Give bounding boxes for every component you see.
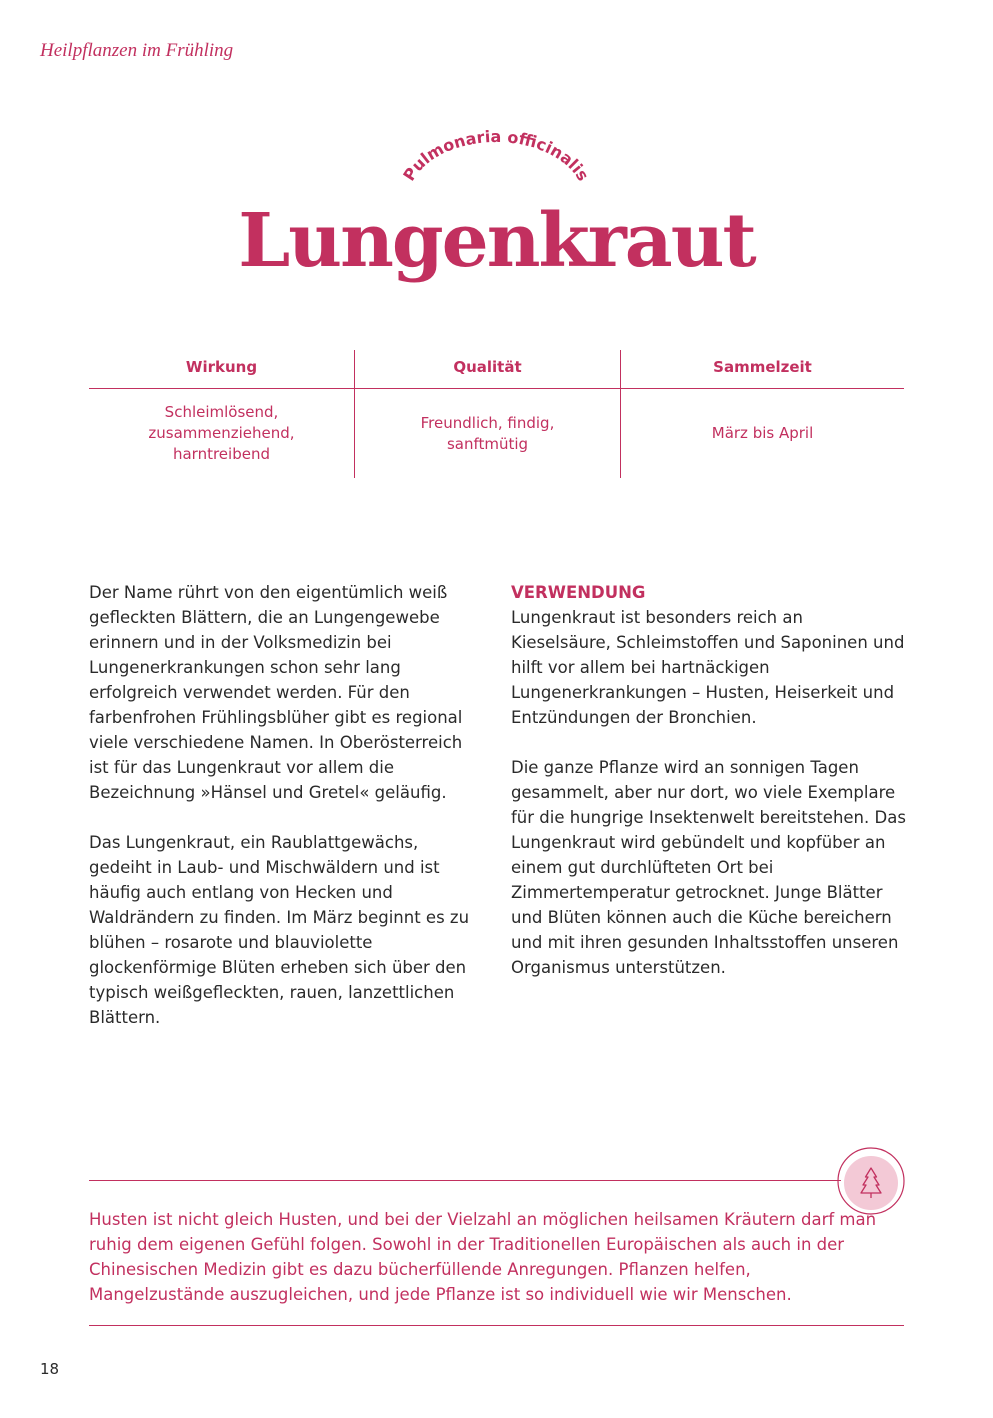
body-paragraph: Die ganze Pflanze wird an sonnigen Tagen gesammelt, aber nur dort, wo viele Exemplare für die hungrige Insektenwelt bereitstehen. Das Lungenkraut wird gebündelt und kopfüber an einem gut durchlüfteten Ort bei Zimmertemperatur getrocknet. Junge Blätter und Blüten können auch die Küche bereichern und mit ihren gesunden Inhaltsstoffen unseren Organismus unterstützen. bbox=[511, 758, 906, 977]
running-title: Heilpflanzen im Frühling bbox=[40, 40, 234, 61]
table-column-sammelzeit bbox=[621, 350, 904, 478]
tip-rule-bottom bbox=[89, 1325, 904, 1326]
table-header: Qualität bbox=[453, 358, 522, 376]
section-heading: VERWENDUNG bbox=[511, 583, 646, 602]
tree-icon bbox=[837, 1147, 905, 1215]
profile-table bbox=[89, 350, 904, 478]
left-text-column bbox=[89, 580, 484, 1030]
table-column-qualitaet bbox=[355, 350, 620, 478]
body-paragraph: Lungenkraut ist besonders reich an Kieselsäure, Schleimstoffen und Saponinen und hilft vor allem bei hartnäckigen Lungenerkrankungen – Husten, Heiserkeit und Entzündungen der Bronchien. bbox=[511, 608, 905, 727]
table-column-wirkung bbox=[89, 350, 354, 478]
latin-name: Pulmonaria officinalis bbox=[399, 128, 593, 185]
table-header: Sammelzeit bbox=[713, 358, 812, 376]
body-paragraph: Das Lungenkraut, ein Raublattgewächs, gedeiht in Laub- und Mischwäldern und ist häufig auch entlang von Hecken und Waldrändern zu finden. Im März beginnt es zu blühen – rosarote und blauviolette glockenförmige Blüten erheben sich über den typisch weißgefleckten, rauen, lanzettlichen Blättern. bbox=[89, 833, 470, 1027]
table-header: Wirkung bbox=[185, 358, 258, 376]
right-text-column bbox=[511, 580, 906, 980]
table-cell: März bis April bbox=[711, 424, 814, 442]
page-title: Lungenkraut bbox=[238, 198, 755, 284]
table-cell: Schleimlösend, zusammenziehend, harntreibend bbox=[148, 403, 295, 463]
tip-text: Husten ist nicht gleich Husten, und bei der Vielzahl an möglichen heilsamen Kräutern darf man ruhig dem eigenen Gefühl folgen. Sowohl in der Traditionellen Europäischen als auch in der Chinesischen Medizin gibt es dazu bücherfüllende Anregungen. Pflanzen helfen, Mangelzustände auszugleichen, und jede Pflanze ist so individuell wie wir Menschen. bbox=[89, 1210, 877, 1304]
tip-rule-top bbox=[89, 1180, 841, 1181]
latin-name-text bbox=[399, 128, 592, 184]
page-number: 18 bbox=[40, 1360, 60, 1378]
table-cell: Freundlich, findig, sanftmütig bbox=[420, 413, 555, 453]
body-paragraph: Der Name rührt von den eigentümlich weiß gefleckten Blättern, die an Lungengewebe erinnern und in der Volksmedizin bei Lungenerkrankungen schon sehr lang erfolgreich verwendet werden. Für den farbenfrohen Frühlingsblüher gibt es regional viele verschiedene Namen. In Oberösterreich ist für das Lungenkraut vor allem die Bezeichnung »Hänsel und Gretel« geläufig. bbox=[89, 583, 463, 802]
